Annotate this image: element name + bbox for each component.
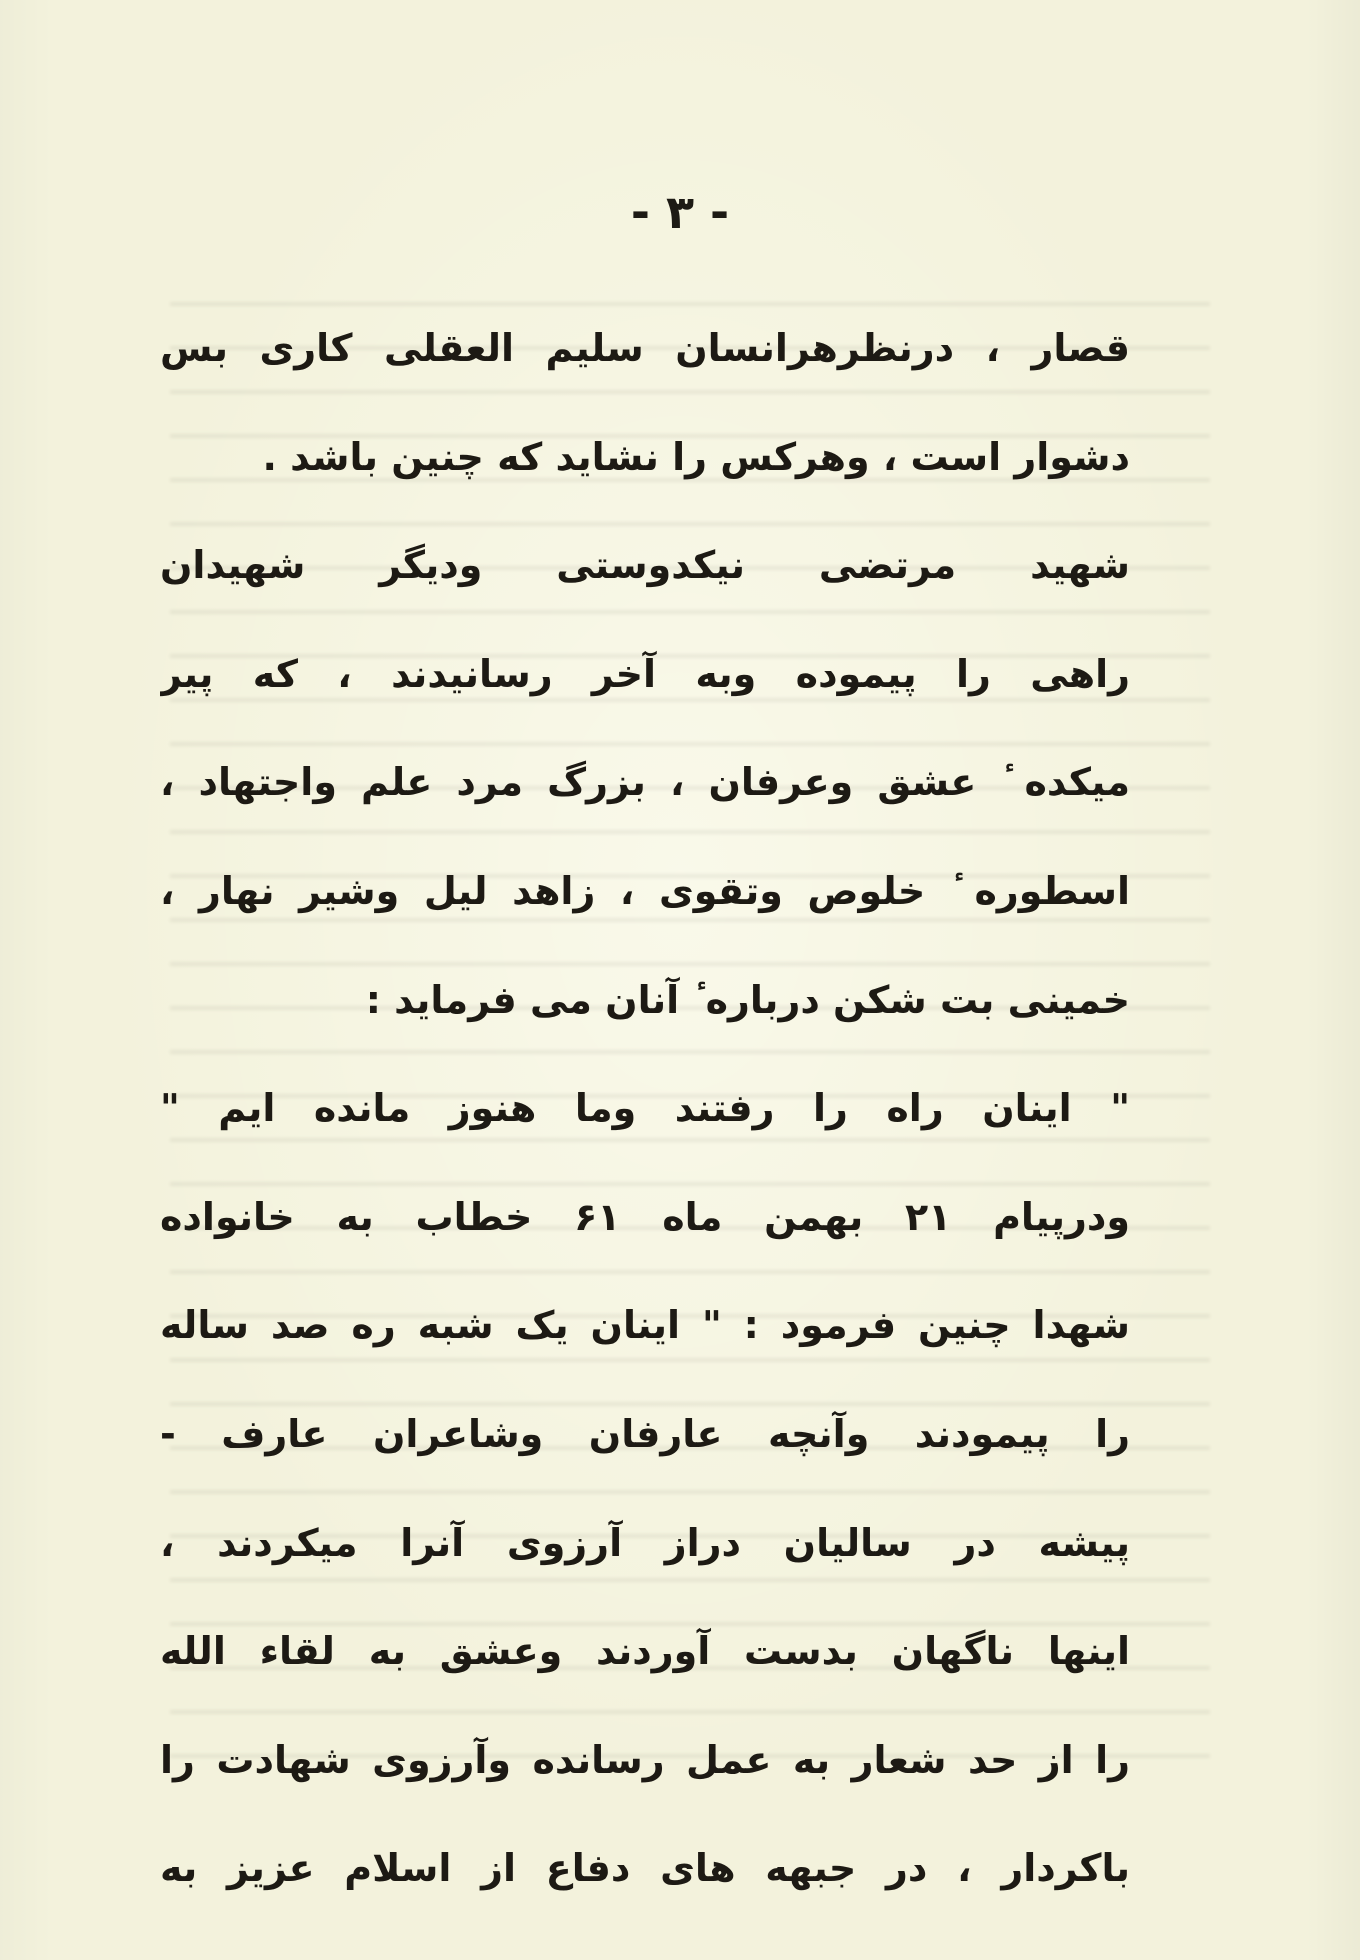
text-line: راهی را پیموده وبه آخر رسانیدند ، که پیر (160, 651, 1130, 696)
text-line: پیشه در سالیان دراز آرزوی آنرا میکردند ، (160, 1520, 1130, 1565)
body-text (160, 318, 1130, 1947)
text-line: را از حد شعار به عمل رسانده وآرزوی شهادت را (160, 1737, 1130, 1782)
text-line: ودرپیام ۲۱ بهمن ماه ۶۱ خطاب به خانواده (160, 1194, 1130, 1239)
text-line: دشوار است ، وهرکس را نشاید که چنین باشد . (262, 434, 1130, 479)
text-line: اسطوره ٔ خلوص وتقوی ، زاهد لیل وشیر نهار ، (160, 868, 1130, 913)
text-line: خمینی بت شکن درباره ٔ آنان می فرماید : (365, 977, 1130, 1022)
text-line: باکردار ، در جبهه های دفاع از اسلام عزیز به (160, 1846, 1130, 1891)
page-number: - ٣ - (630, 185, 730, 239)
text-line: " اینان راه را رفتند وما هنوز مانده ایم " (160, 1086, 1130, 1131)
text-line: را پیمودند وآنچه عارفان وشاعران عارف - (160, 1411, 1130, 1456)
text-line: اینها ناگهان بدست آوردند وعشق به لقاء الله (160, 1629, 1130, 1674)
text-line: شهید مرتضی نیکدوستی ودیگر شهیدان (160, 543, 1130, 588)
text-line: میکده ٔ عشق وعرفان ، بزرگ مرد علم واجتهاد ، (160, 760, 1130, 805)
text-line: قصار ، درنظرهرانسان سلیم العقلی کاری بس (160, 326, 1130, 370)
text-line: شهدا چنین فرمود : " اینان یک شبه ره صد ساله (160, 1303, 1130, 1348)
